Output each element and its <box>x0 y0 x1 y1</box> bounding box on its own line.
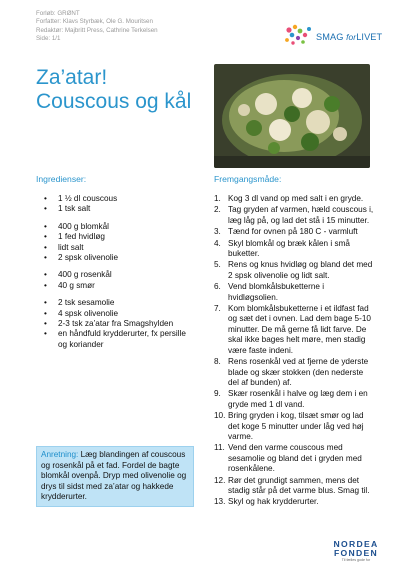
method-step-text: Rør det grundigt sammen, mens det stadig står på det varme blus. Smag til. <box>228 475 370 495</box>
method-step-text: Skyl blomkål og bræk kålen i små buketter. <box>228 238 350 259</box>
method-step-number: 13. <box>214 497 226 507</box>
nordea-fonden-logo <box>328 540 384 563</box>
method-step <box>214 497 374 507</box>
method-step-text: Kom blomkålsbuketterne i et ildfast fad og sæt det i ovnen. Lad dem bage 5-10 minutter. De må gerne få lidt farve. De skal ikke bages helt møre, men stadig være faste indeni. <box>228 304 371 355</box>
method-step <box>214 239 374 260</box>
list-item: • 2-3 tsk za’atar fra Smagshylden <box>36 319 196 329</box>
serving-note-label: Anretning: <box>41 450 79 459</box>
meta-author: Forfatter: Klavs Styrbæk, Ole G. Mouritsen <box>36 18 153 26</box>
serving-note <box>36 446 194 507</box>
serving-note-text: Læg blandingen af couscous og rosenkål på et fad. Fordel de bagte blomkål ovenpå. Dryp med olivenolie og drys til sidst med za’atar og hakkede krydderurter. <box>41 450 187 502</box>
method-step <box>214 476 374 497</box>
list-item: • 1 tsk salt <box>36 204 196 214</box>
recipe-title: Za’atar! Couscous og kål <box>36 66 192 113</box>
ingredients-heading: Ingredienser: <box>36 174 87 184</box>
method-step <box>214 357 374 388</box>
method-step-number: 10. <box>214 411 226 421</box>
method-step-number: 3. <box>214 227 221 237</box>
method-step <box>214 389 374 410</box>
document-meta <box>36 10 158 44</box>
nordea-tagline: Til fælles gode for <box>341 558 371 562</box>
list-item: • 2 spsk olivenolie <box>36 253 196 263</box>
method-step-number: 11. <box>214 443 225 453</box>
list-item: • lidt salt <box>36 243 196 253</box>
method-step-text: Kog 3 dl vand op med salt i en gryde. <box>228 194 364 203</box>
meta-course: Forløb: GRØNT <box>36 10 80 17</box>
method-step <box>214 411 374 442</box>
method-step-number: 8. <box>214 357 221 367</box>
meta-editor: Redaktør: Majbritt Press, Cathrine Terkelsen <box>36 26 158 34</box>
dish-photo <box>214 64 370 168</box>
list-item: • 400 g blomkål <box>36 222 196 232</box>
method-step-number: 6. <box>214 282 221 292</box>
method-heading: Fremgangsmåde: <box>214 174 282 184</box>
method-step-text: Vend den varme couscous med sesamolie og bland det i gryden med rosenkålene. <box>228 443 362 474</box>
method-steps <box>214 194 374 509</box>
method-step-number: 9. <box>214 389 221 399</box>
logo-wordmark: SMAG forLIVET <box>316 32 383 42</box>
method-step <box>214 260 374 281</box>
method-step-text: Rens rosenkål ved at fjerne de yderste blade og skær stokken (den nederste del af bunden) af. <box>228 357 369 387</box>
list-item: • 1 fed hvidløg <box>36 232 196 242</box>
meta-page: Side: 1/1 <box>36 35 61 43</box>
method-step <box>214 443 374 474</box>
method-step-text: Rens og knus hvidløg og bland det med 2 spsk olivenolie og lidt salt. <box>228 260 373 280</box>
method-step <box>214 282 374 303</box>
method-step-text: Tænd for ovnen på 180 C - varmluft <box>228 227 358 237</box>
method-step-number: 7. <box>214 304 221 314</box>
nordea-logo-line1: NORDEA <box>333 539 379 549</box>
method-step <box>214 205 374 226</box>
method-step <box>214 227 374 237</box>
method-step-text: Vend blomkålsbuketterne i hvidløgsolien. <box>228 282 325 302</box>
method-step-number: 5. <box>214 260 221 270</box>
method-step-number: 12. <box>214 475 226 485</box>
method-step-text: Skær rosenkål i halve og læg dem i en gryde med 1 dl vand. <box>228 389 368 409</box>
list-item: • 1 ½ dl couscous <box>36 194 196 204</box>
method-step-number: 2. <box>214 205 221 215</box>
method-step-text: Skyl og hak krydderurter. <box>228 497 319 507</box>
list-item: • 4 spsk olivenolie <box>36 309 196 319</box>
method-step-number: 4. <box>214 238 221 248</box>
list-item: • 400 g rosenkål <box>36 270 196 280</box>
method-step <box>214 304 374 356</box>
nordea-logo-line2: FONDEN <box>333 548 379 558</box>
list-item: • en håndfuld krydderurter, fx persille og koriander <box>36 329 196 350</box>
list-item: • 2 tsk sesamolie <box>36 298 196 308</box>
method-step-text: Tag gryden af varmen, hæld couscous i, læg låg på, og lad det stå i 15 minutter. <box>228 205 374 225</box>
list-item: • 40 g smør <box>36 281 196 291</box>
method-step <box>214 194 374 204</box>
method-step-number: 1. <box>214 194 221 203</box>
method-step-text: Bring gryden i kog, tilsæt smør og lad det koge 5 minutter under låg ved høj varme. <box>228 411 364 441</box>
ingredients-list <box>36 194 196 350</box>
